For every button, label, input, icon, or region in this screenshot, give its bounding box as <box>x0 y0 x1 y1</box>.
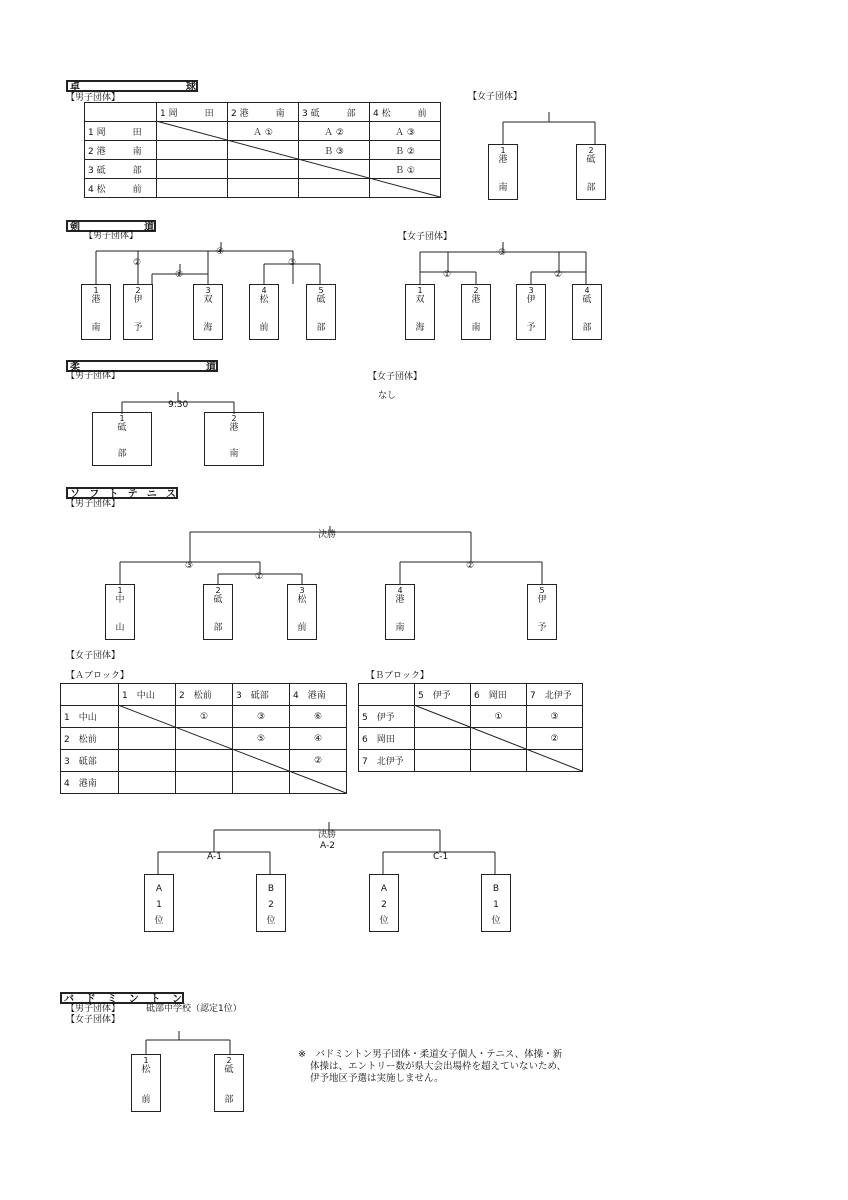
team-number: 5 <box>539 586 545 595</box>
seed-text: A <box>155 884 163 894</box>
table-cell: 4 松 前 <box>85 179 157 198</box>
title-char: 柔 <box>70 362 80 373</box>
table-cell: ① <box>471 706 527 728</box>
boys-label: 【男子団体】 <box>66 371 121 381</box>
table-cell: ② <box>290 750 347 772</box>
team-name-top: 松 <box>141 1065 151 1075</box>
final-label: 決勝 <box>318 830 337 840</box>
table-header-cell: 4 港南 <box>290 684 347 706</box>
table-cell: 1 中山 <box>61 706 119 728</box>
table-cell: 6 岡田 <box>359 728 415 750</box>
seed-text: 位 <box>379 916 389 926</box>
girls-label: 【女子団体】 <box>468 92 523 102</box>
team-box <box>488 144 518 200</box>
team-number: 4 <box>584 286 590 295</box>
table-cell: Ｂ ① <box>370 160 441 179</box>
team-name-top: 砥 <box>582 295 592 305</box>
match-label: ② <box>466 561 475 571</box>
match-label: ② <box>133 258 142 268</box>
table-header-cell: 6 岡田 <box>471 684 527 706</box>
team-name-bottom: 南 <box>471 323 481 333</box>
table-cell: Ｂ ② <box>370 141 441 160</box>
seed-text: 位 <box>266 916 276 926</box>
team-box <box>249 284 279 340</box>
title-char: 道 <box>206 362 216 373</box>
table-cell: ⑥ <box>290 706 347 728</box>
girls-label: 【女子団体】 <box>66 1015 121 1025</box>
diagonal-line <box>414 705 582 771</box>
table-header-cell: 2 松前 <box>176 684 233 706</box>
team-name-bottom: 部 <box>582 323 592 333</box>
team-name-top: 中 <box>115 595 125 605</box>
title-char: バ <box>64 994 74 1005</box>
team-name-top: 砥 <box>117 423 127 433</box>
title-char: テ <box>127 489 138 500</box>
team-number: 1 <box>143 1056 149 1065</box>
team-name-bottom: 南 <box>498 183 508 193</box>
title-char: 道 <box>144 222 154 233</box>
table-cell: ④ <box>290 728 347 750</box>
match-label: ① <box>443 270 452 280</box>
team-name-top: 港 <box>229 423 239 433</box>
team-name-bottom: 部 <box>316 323 326 333</box>
team-number: 3 <box>205 286 211 295</box>
team-name-top: 松 <box>297 595 307 605</box>
table-cell: Ａ ① <box>228 122 299 141</box>
note-line: ※ バドミントン男子団体・柔道女子個人・テニス、体操・新 <box>298 1049 563 1060</box>
team-name-bottom: 部 <box>224 1095 234 1105</box>
team-name-bottom: 前 <box>141 1095 151 1105</box>
table-cell: 5 伊予 <box>359 706 415 728</box>
team-number: 1 <box>417 286 423 295</box>
team-number: 2 <box>231 414 237 423</box>
team-box <box>105 584 135 640</box>
girls-label: 【女子団体】 <box>368 372 423 382</box>
team-name-top: 伊 <box>133 295 143 305</box>
title-char: ン <box>171 994 182 1005</box>
table-cell: ② <box>527 728 583 750</box>
title-char: 剣 <box>70 222 80 233</box>
team-name-top: 港 <box>471 295 481 305</box>
team-name-top: 伊 <box>526 295 536 305</box>
team-box <box>576 144 606 200</box>
team-number: 4 <box>261 286 267 295</box>
table-cell: ① <box>176 706 233 728</box>
team-name-top: 松 <box>259 295 269 305</box>
boys-label: 【男子団体】 <box>84 231 139 241</box>
title-char: ミ <box>107 994 118 1005</box>
team-name-bottom: 南 <box>229 449 239 459</box>
team-box <box>81 284 111 340</box>
table-cell: 3 砥部 <box>61 750 119 772</box>
table-cell: Ａ ② <box>299 122 370 141</box>
match-label: ③ <box>185 561 194 571</box>
team-name-bottom: 海 <box>415 323 425 333</box>
diagonal-line <box>156 121 440 197</box>
title-char: フ <box>89 489 100 500</box>
girls-label: 【女子団体】 <box>66 651 121 661</box>
team-box <box>572 284 602 340</box>
title-char: ド <box>85 994 96 1005</box>
table-header-cell: 3 砥 部 <box>299 103 370 122</box>
seed-text: 2 <box>268 900 274 910</box>
team-box <box>131 1054 161 1112</box>
team-name-bottom: 予 <box>526 323 536 333</box>
team-box <box>123 284 153 340</box>
team-name-bottom: 予 <box>537 623 547 633</box>
girls-none-text: なし <box>378 391 397 401</box>
team-number: 1 <box>500 146 506 155</box>
team-name-bottom: 前 <box>297 623 307 633</box>
team-name-top: 双 <box>203 295 213 305</box>
table-cell: 7 北伊予 <box>359 750 415 772</box>
final-code: A-2 <box>320 841 335 851</box>
team-name-top: 砥 <box>213 595 223 605</box>
match-label: ① <box>255 572 264 582</box>
table-header-cell: 2 港 南 <box>228 103 299 122</box>
seed-text: 位 <box>154 916 164 926</box>
title-char: ト <box>108 489 119 500</box>
title-char: 球 <box>186 82 196 93</box>
team-box <box>204 412 264 466</box>
team-number: 5 <box>318 286 324 295</box>
seed-text: A <box>380 884 388 894</box>
table-header-cell: 3 砥部 <box>233 684 290 706</box>
team-box <box>405 284 435 340</box>
match-label: ③ <box>498 248 507 258</box>
title-char: ニ <box>146 489 157 500</box>
team-number: 2 <box>135 286 141 295</box>
diagonal-line <box>118 705 346 793</box>
team-number: 3 <box>528 286 534 295</box>
final-label: 決勝 <box>318 530 337 540</box>
boys-result: 砥部中学校（認定1位） <box>146 1004 242 1014</box>
note-line: 伊予地区予選は実施しません。 <box>310 1073 444 1084</box>
team-box <box>306 284 336 340</box>
team-number: 4 <box>397 586 403 595</box>
title-char: ス <box>165 489 176 500</box>
match-label: ② <box>554 270 563 280</box>
team-number: 2 <box>226 1056 232 1065</box>
match-label: ③ <box>288 258 297 268</box>
table-cell: 4 港南 <box>61 772 119 794</box>
team-name-bottom: 南 <box>91 323 101 333</box>
table-cell: Ａ ③ <box>370 122 441 141</box>
block-a-label: 【Ａブロック】 <box>66 671 129 681</box>
team-box <box>461 284 491 340</box>
team-box <box>214 1054 244 1112</box>
table-header-cell: 4 松 前 <box>370 103 441 122</box>
seed-box <box>256 874 286 932</box>
table-header-cell: 7 北伊予 <box>527 684 583 706</box>
seed-text: 2 <box>381 900 387 910</box>
team-name-top: 砥 <box>316 295 326 305</box>
seed-box <box>144 874 174 932</box>
table-cell: 1 岡 田 <box>85 122 157 141</box>
seed-text: B <box>492 884 500 894</box>
table-cell: ⑤ <box>233 728 290 750</box>
title-char: 卓 <box>70 82 80 93</box>
team-name-top: 伊 <box>537 595 547 605</box>
team-number: 1 <box>117 586 123 595</box>
team-box <box>516 284 546 340</box>
team-number: 1 <box>93 286 99 295</box>
table-cell: Ｂ ③ <box>299 141 370 160</box>
team-box <box>287 584 317 640</box>
table-cell: 2 港 南 <box>85 141 157 160</box>
match-label: ① <box>175 270 184 280</box>
team-name-top: 砥 <box>224 1065 234 1075</box>
team-name-bottom: 前 <box>259 323 269 333</box>
team-name-top: 砥 <box>586 155 596 165</box>
team-box <box>92 412 152 466</box>
team-box <box>193 284 223 340</box>
table-header-cell: 1 中山 <box>119 684 176 706</box>
team-name-bottom: 南 <box>395 623 405 633</box>
seed-text: 1 <box>493 900 499 910</box>
team-number: 2 <box>588 146 594 155</box>
seed-text: 位 <box>491 916 501 926</box>
title-char: ソ <box>70 489 80 500</box>
team-name-bottom: 部 <box>117 449 127 459</box>
team-name-top: 港 <box>91 295 101 305</box>
boys-label: 【男子団体】 <box>66 1004 121 1014</box>
team-number: 2 <box>215 586 221 595</box>
team-name-bottom: 海 <box>203 323 213 333</box>
team-name-bottom: 山 <box>115 623 125 633</box>
team-name-top: 双 <box>415 295 425 305</box>
match-label: ④ <box>216 247 225 257</box>
title-char: ン <box>128 994 139 1005</box>
team-name-top: 港 <box>395 595 405 605</box>
table-cell: ③ <box>527 706 583 728</box>
team-box <box>203 584 233 640</box>
table-cell: 2 松前 <box>61 728 119 750</box>
girls-label: 【女子団体】 <box>398 232 453 242</box>
table-cell: ③ <box>233 706 290 728</box>
boys-label: 【男子団体】 <box>66 93 121 103</box>
seed-text: 1 <box>156 900 162 910</box>
title-char: ト <box>150 994 161 1005</box>
team-name-bottom: 予 <box>133 323 143 333</box>
team-box <box>385 584 415 640</box>
match-time: 9:30 <box>168 400 189 410</box>
note-line: 体操は、エントリー数が県大会出場枠を超えていないため、 <box>310 1061 567 1072</box>
team-name-bottom: 部 <box>586 183 596 193</box>
team-number: 2 <box>473 286 479 295</box>
seed-box <box>481 874 511 932</box>
boys-label: 【男子団体】 <box>66 499 121 509</box>
block-b-label: 【Ｂブロック】 <box>366 671 429 681</box>
team-name-bottom: 部 <box>213 623 223 633</box>
team-number: 1 <box>119 414 125 423</box>
match-code: C-1 <box>433 852 449 862</box>
team-box <box>527 584 557 640</box>
team-name-top: 港 <box>498 155 508 165</box>
seed-box <box>369 874 399 932</box>
seed-text: B <box>267 884 275 894</box>
table-header-cell: 1 岡 田 <box>157 103 228 122</box>
table-cell: 3 砥 部 <box>85 160 157 179</box>
table-header-cell: 5 伊予 <box>415 684 471 706</box>
match-code: A-1 <box>207 852 222 862</box>
team-number: 3 <box>299 586 305 595</box>
